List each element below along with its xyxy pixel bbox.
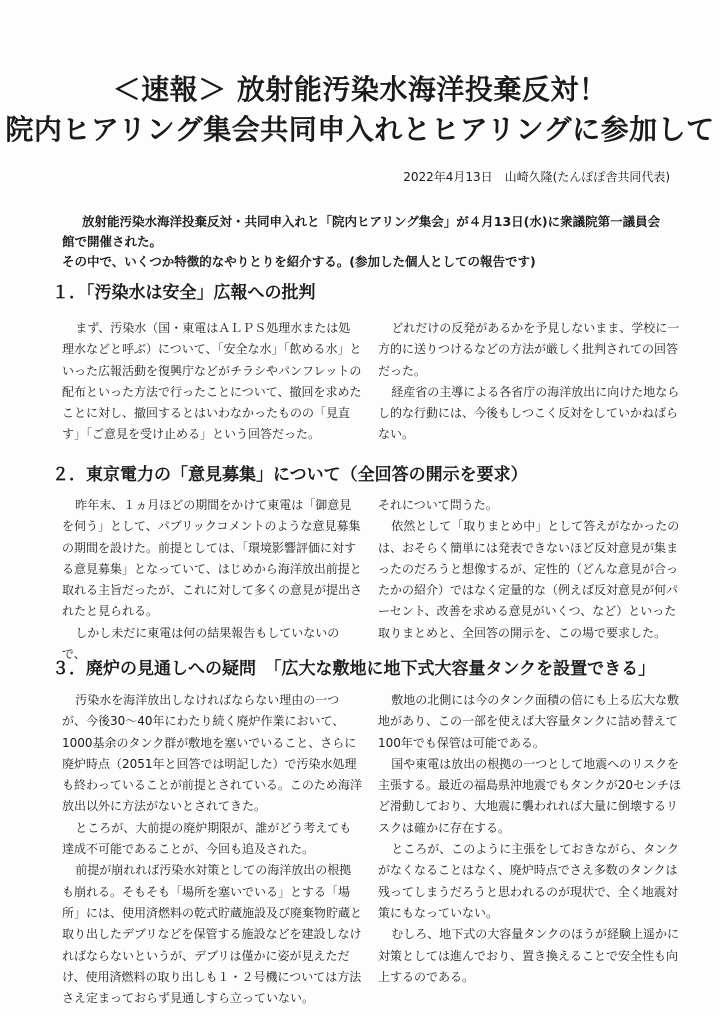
intro-paragraph: 放射能汚染水海洋投棄反対・共同申入れと「院内ヒアリング集会」が４月13日(水)に衆議院第一議員会館で開催された。 [62, 214, 661, 249]
paragraph: まず、汚染水（国・東電はＡＬＰＳ処理水または処理水などと呼ぶ）について、「安全な水」「飲める水」といった広報活動を復興庁などがチラシやパンフレットの配布といった方法で行ったことについて、撤回を求めたことに対し、撤回するとはいわなかったものの「見直す」「ご意見を受け止める」という回答だった。 [62, 321, 362, 442]
paragraph: 汚染水を海洋放出しなければならない理由の一つが、今後30～40年にわたり続く廃炉作業において、1000基余のタンク群が敷地を塞いでいること、さらに廃炉時点（2051年と回答では明記した）で汚染水処理も終わっていることが前提とされている。このため海洋放出以外に方法がないとされてきた。 [62, 693, 362, 814]
title-line-1: ＜速報＞ 放射能汚染水海洋投棄反対！ [112, 73, 608, 106]
paragraph: 前提が崩れれば汚染水対策としての海洋放出の根拠も崩れる。そもそも「場所を塞いでいる」とする「場所」には、使用済燃料の乾式貯蔵施設及び廃棄物貯蔵と取り出したデブリなどを保管する施設などを建設しなければならないというが、デブリは僅かに姿が見えただけ、使用済燃料の取り出しも１・２号機については方法さえ定まっておらず見通しすら立っていない。 [62, 863, 363, 1006]
section-1-right-column [378, 318, 684, 446]
byline: 2022年4月13日 山崎久隆(たんぽぽ舎共同代表) [403, 170, 670, 184]
section-3-left-column [62, 690, 362, 1009]
paragraph: ところが、このように主張をしておきながら、タンクがなくなることはなく、廃炉時点でさえ多数のタンクは残ってしまうだろうと思われるのが現状で、全く地震対策にもなっていない。 [378, 842, 679, 920]
title-line-2: 院内ヒアリング集会共同申入れとヒアリングに参加して [5, 113, 715, 146]
intro [62, 212, 672, 272]
paragraph: 国や東電は放出の根拠の一つとして地震へのリスクを主張する。最近の福島県沖地震でもタンクが20センチほど滑動しており、大地震に襲われれば大量に倒壊するリスクは確かに存在する。 [378, 756, 682, 835]
paragraph: 依然として「取りまとめ中」として答えがなかったのは、おそらく簡単には発表できないほど反対意見が集まったのだろうと想像するが、定性的（どんな意見が合ったかの紹介）ではなく定量的な（例えば反対意見が何パーセント、改善を求める意見がいくつ、など）といった取りまとめと、全回答の開示を、この場で要求した。 [378, 519, 680, 640]
paragraph: しかし未だに東電は何の結果報告もしていないので、 [62, 625, 340, 662]
section-2-left-column [62, 495, 362, 665]
paragraph-continuation: それについて問うた。 [378, 498, 498, 512]
section-1-left-column [62, 318, 362, 446]
section-3-right-column [378, 690, 684, 988]
paragraph: ところが、大前提の廃炉期限が、誰がどう考えても達成不可能であることが、今回も追及された。 [62, 820, 352, 857]
section-2-heading: ２．東京電力の「意見募集」について（全回答の開示を要求） [52, 465, 528, 485]
section-1-heading: １．「汚染水は安全」広報への批判 [52, 283, 316, 303]
intro-paragraph: その中で、いくつか特徴的なやりとりを紹介する。(参加した個人としての報告です) [62, 254, 536, 269]
paragraph: 敷地の北側には今のタンク面積の倍にも上る広大な敷地があり、この一部を使えば大容量タンクに詰め替えて100年でも保管は可能である。 [378, 693, 679, 750]
paragraph: 昨年末、１ヵ月ほどの期間をかけて東電は「御意見を伺う」として、パブリックコメントのような意見募集の期間を設けた。前提としては、「環境影響評価に対する意見募集」となっていて、はじめから海洋放出前提と取れる主旨だったが、これに対して多くの意見が提出されたと見られる。 [62, 498, 363, 619]
paragraph: どれだけの反発があるかを予見しないまま、学校に一方的に送りつけるなどの方法が厳しく批判されての回答だった。 [378, 321, 680, 378]
paragraph: 経産省の主導による各省庁の海洋放出に向けた地ならし的な行動には、今後もしつこく反対をしていかねばらない。 [378, 384, 680, 442]
section-3-heading: ３．廃炉の見通しへの疑問 「広大な敷地に地下式大容量タンクを設置できる」 [52, 659, 656, 679]
paragraph: むしろ、地下式の大容量タンクのほうが経験上遥かに対策としては進んでおり、置き換えることで安全性も向上するのである。 [378, 927, 679, 984]
section-2-right-column [378, 495, 684, 644]
